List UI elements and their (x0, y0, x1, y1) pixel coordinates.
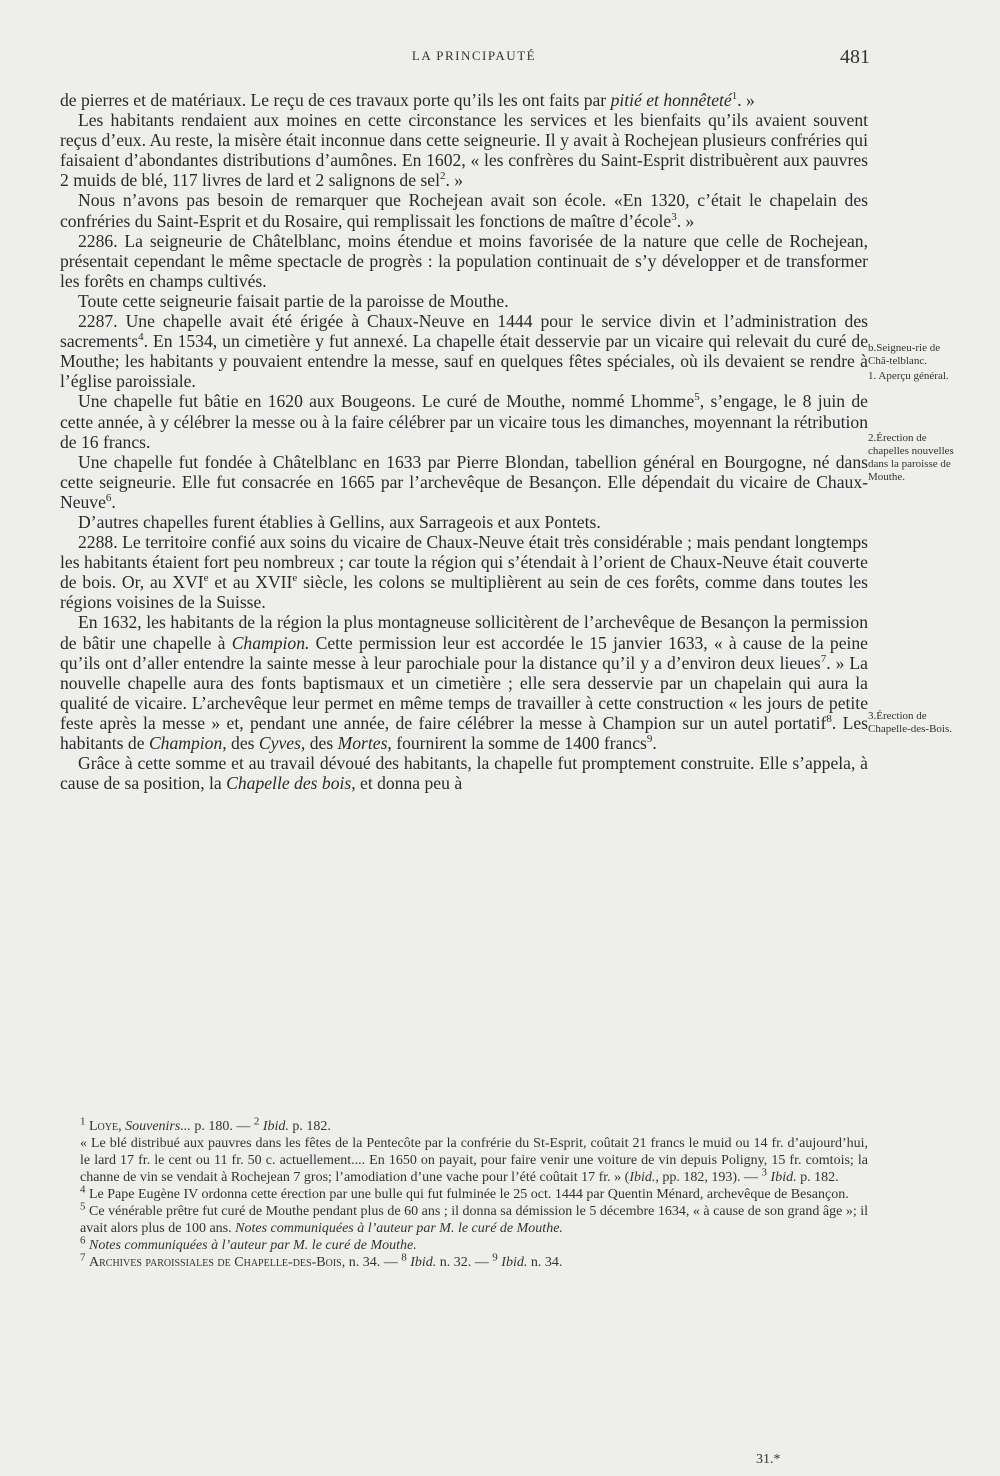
margin-note-chapelles: 2.Érection de chapelles nouvelles dans la paroisse de Mouthe. (868, 432, 954, 483)
paragraph: Nous n’avons pas besoin de remarquer que Rochejean avait son école. «En 1320, c’était le chapelain des confréries du Saint-Esprit et du Rosaire, qui remplissait les fonctions de maître d’école$^3$. » (60, 190, 868, 231)
paragraph: Grâce à cette somme et au travail dévoué des habitants, la chapelle fut promptement construite. Elle s’appela, à cause de sa position, la Chapelle des bois, et donna peu à (60, 753, 868, 794)
page-number: 481 (840, 46, 870, 68)
signature-mark: 31.* (756, 1452, 781, 1467)
margin-note-chatelblanc: b.Seigneu-rie de Châ-telblanc. 1. Aperçu général. (868, 342, 949, 382)
footnote: « Le blé distribué aux pauvres dans les fêtes de la Pentecôte par la confrérie du St-Esprit, coûtait 21 francs le muid ou 14 fr. d’aujourd’hui, le lard 17 fr. le cent ou 11 fr. 50 c. actuellement.... En 1650 on payait, pour faire venir une voiture de vin depuis Poligny, 15 fr. comtois; la channe de vin se vendait à Rochejean 7 gros; l’amodiation d’une vache pour l’été coûtait 17 fr. » (Ibid., pp. 182, 193). — $^3$ Ibid. p. 182. (80, 1136, 868, 1185)
paragraph: D’autres chapelles furent établies à Gellins, aux Sarrageois et aux Pontets. (78, 511, 601, 532)
paragraph: Une chapelle fut bâtie en 1620 aux Bougeons. Le curé de Mouthe, nommé Lhomme$^5$, s’engage, le 8 juin de cette année, à y célébrer la messe ou à la faire célébrer par un vicaire tous les dimanches, moyennant la rétribution de 16 francs. (60, 391, 868, 452)
paragraph: de pierres et de matériaux. Le reçu de ces travaux porte qu’ils les ont faits par pitié et honnêteté$^1$. » (60, 90, 755, 110)
paragraph: 2286. La seigneurie de Châtelblanc, moins étendue et moins favorisée de la nature que celle de Rochejean, présentait cependant le même spectacle de progrès : la population continuait de s’y développer et de transformer les forêts en champs cultivés. (60, 230, 868, 291)
footnote: $^4$ Le Pape Eugène IV ordonna cette érection par une bulle qui fut fulminée le 25 oct. 1444 par Quentin Ménard, archevêque de Besançon. (80, 1183, 849, 1202)
paragraph: Les habitants rendaient aux moines en cette circonstance les services et les bienfaits qu’ils avaient souvent reçus d’eux. Au reste, la misère était inconnue dans cette seigneurie. Il y avait à Rochejean plusieurs confréries qui faisaient d’abondantes distributions d’aumônes. En 1602, « les confrères du Saint-Esprit distribuèrent aux pauvres 2 muids de blé, 117 livres de lard et 2 salignons de sel$^2$. » (60, 110, 868, 191)
footnote: $^5$ Ce vénérable prêtre fut curé de Mouthe pendant plus de 60 ans ; il donna sa démission le 5 décembre 1634, « à cause de son grand âge »; il avait alors plus de 100 ans. Notes communiquées à l’auteur par M. le curé de Mouthe. (80, 1200, 869, 1236)
paragraph: 2288. Le territoire confié aux soins du vicaire de Chaux-Neuve était très considérable ; mais pendant longtemps les habitants étaient fort peu nombreux ; car toute la région qui s’étendait à l’orient de Chaux-Neuve était couverte de bois. Or, au XVIe et au XVIIe siècle, les colons se multiplièrent au sein de ces forêts, comme dans toutes les régions voisines de la Suisse. (60, 532, 868, 613)
paragraph: En 1632, les habitants de la région la plus montagneuse sollicitèrent de l’archevêque de Besançon la permission de bâtir une chapelle à Champion. Cette permission leur est accordée le 15 janvier 1633, « à cause de la peine qu’ils ont d’aller entendre la sainte messe à leur parochiale pour la distance qu’il y a d’environ deux lieues$^7$. » La nouvelle chapelle aura des fonts baptismaux et un cimetière ; elle sera desservie par un chapelain qui aura la qualité de vicaire. L’archevêque leur permet en même temps de travailler à cette construction « les jours de petite feste après la messe » et, pendant une année, de faire célébrer la messe à Champion sur un autel portatif$^8$. Les habitants de Champion, des Cyves, des Mortes, fournirent la somme de 1400 francs$^9$. (60, 612, 868, 753)
paragraph: Une chapelle fut fondée à Châtelblanc en 1633 par Pierre Blondan, tabellion général en Bourgogne, né dans cette seigneurie. Elle fut consacrée en 1665 par l’archevêque de Besançon. Elle dépendait du vicaire de Chaux-Neuve$^6$. (60, 451, 868, 512)
paragraph: Toute cette seigneurie faisait partie de la paroisse de Mouthe. (78, 290, 509, 311)
footnote: $^6$ Notes communiquées à l’auteur par M. le curé de Mouthe. (80, 1234, 417, 1253)
footnotes (80, 1115, 869, 1271)
main-text (60, 90, 868, 793)
footnote: $^7$ Archives paroissiales de Chapelle-des-Bois, n. 34. — $^8$ Ibid. n. 32. — $^9$ Ibid. n. 34. (80, 1251, 563, 1270)
running-title: LA PRINCIPAUTÉ (411, 48, 537, 63)
footnote: $^1$ Loye, Souvenirs... p. 180. — $^2$ Ibid. p. 182. (80, 1115, 331, 1134)
margin-note-chapelle-des-bois: 3.Érection de Chapelle-des-Bois. (868, 710, 953, 735)
paragraph: 2287. Une chapelle avait été érigée à Chaux-Neuve en 1444 pour le service divin et l’administration des sacrements$^4$. En 1534, un cimetière y fut annexé. La chapelle était desservie par un vicaire qui relevait du curé de Mouthe; les habitants y pouvaient entendre la messe, sauf en quelques fêtes spéciales, où ils devaient se rendre à l’église paroissiale. (60, 311, 868, 392)
